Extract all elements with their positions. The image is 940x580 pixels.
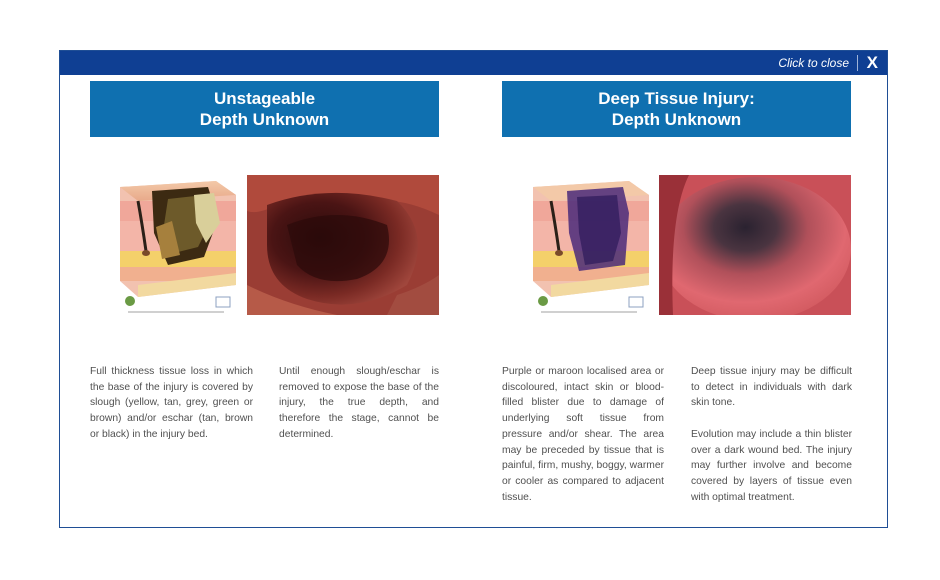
modal-header-bar [60, 51, 887, 75]
close-link[interactable]: Click to close [778, 56, 849, 70]
modal-dialog [59, 50, 888, 528]
dti-evolution-note: Evolution may include a thin blister over a dark wound bed. The injury may further involve and become covered by layers of tissue even with optimal treatment. [691, 429, 852, 503]
dti-description: Purple or maroon localised area or discoloured, intact skin or blood-filled blister due to damage of underlying soft tissue from pressure and/or shear. The area may be preceded by tissue that is painful, firm, mushy, boggy, warmer or cooler as compared to adjacent tissue. [502, 366, 664, 503]
close-icon[interactable]: X [866, 53, 878, 72]
deep-tissue-skin-cross-section-illustration [521, 173, 655, 317]
dti-title-line1: Deep Tissue Injury: [598, 89, 755, 108]
unstageable-skin-cross-section-illustration [108, 173, 242, 317]
unstageable-wound-photo [247, 175, 439, 315]
unstageable-title-banner [90, 81, 439, 137]
unstageable-determination-note: Until enough slough/eschar is removed to expose the base of the injury, the true depth, and therefore the stage, cannot be determined. [279, 366, 439, 440]
deep-tissue-injury-title-banner [502, 81, 851, 137]
close-divider [857, 55, 858, 71]
unstageable-description: Full thickness tissue loss in which the base of the injury is covered by slough (yellow, tan, grey, green or brown) and/or eschar (tan, brown or black) in the injury bed. [90, 366, 253, 440]
dti-title-line2: Depth Unknown [611, 110, 742, 129]
unstageable-title-line2: Depth Unknown [199, 110, 330, 129]
deep-tissue-injury-photo [659, 175, 851, 315]
dti-detection-note: Deep tissue injury may be difficult to detect in individuals with dark skin tone. [691, 366, 852, 409]
unstageable-title-line1: Unstageable [213, 89, 316, 108]
